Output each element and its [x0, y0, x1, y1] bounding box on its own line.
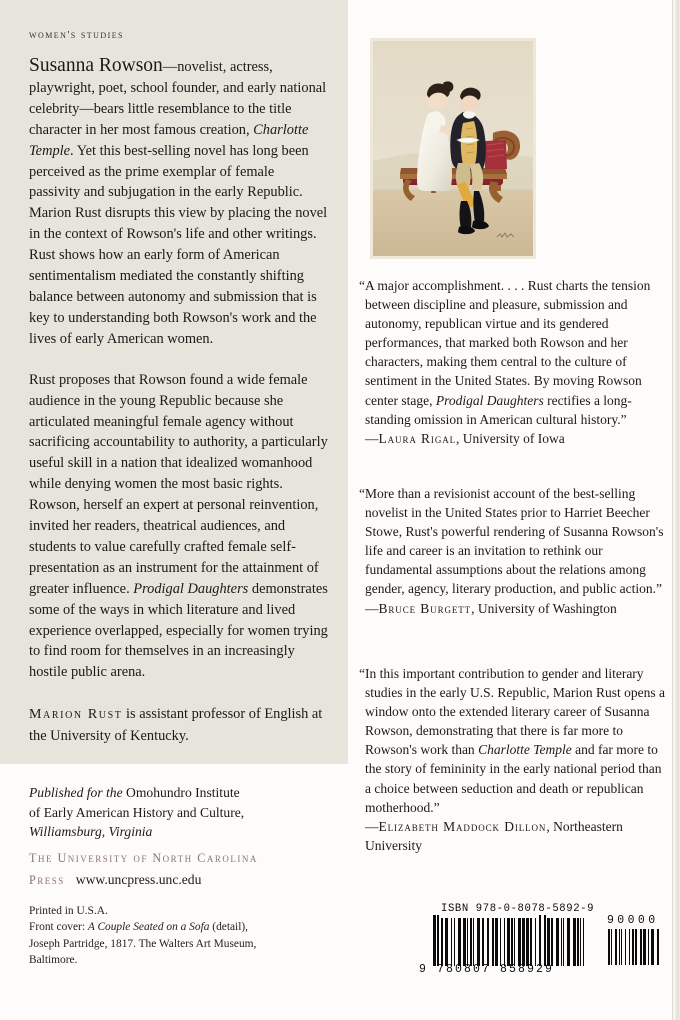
artist-credit-line: Joseph Partridge, 1817. The Walters Art Museum, [29, 937, 257, 950]
page-edge-line [672, 0, 673, 1020]
press-website-url[interactable]: www.uncpress.unc.edu [75, 871, 202, 887]
author-name: Marion Rust [29, 707, 123, 723]
ean5-addon-digits: 90000 [607, 914, 659, 927]
blurb-1-dash: — [365, 430, 379, 446]
publisher-block [29, 783, 339, 890]
description-text-4: demonstrates some of the ways in which literature and lived experience overlapped, especially for women trying to find room for themselves in an increasingly hostile public arena. [29, 580, 328, 681]
press-url-row [29, 870, 339, 890]
isbn-number-text: ISBN 978-0-8078-5892-9 [441, 903, 595, 915]
ean5-addon-barcode [608, 929, 660, 965]
front-cover-detail: (detail), [209, 921, 249, 934]
book-subject-name: Susanna Rowson [29, 55, 163, 76]
referenced-title-charlotte-temple: Charlotte Temple [29, 121, 309, 159]
couple-on-sofa-illustration [373, 41, 533, 256]
front-cover-label: Front cover: [29, 921, 88, 934]
blurb-1-attribution [365, 429, 667, 448]
blurb-3-dash: — [365, 818, 379, 834]
blurb-quote-1 [359, 276, 667, 448]
publisher-line-2: of Early American History and Culture, [29, 804, 245, 820]
blurb-3-italic-title: Charlotte Temple [478, 742, 572, 758]
author-bio-text: is assistant professor of English at the University of Kentucky. [29, 706, 323, 745]
blurb-3-text-b: and far more to the story of femininity in the early national period than a choice between seduction and death or republican motherhood.” [365, 742, 662, 815]
colophon-block [29, 903, 329, 968]
blurb-2-person: Bruce Burgett [378, 600, 472, 616]
cover-artwork-frame [370, 38, 536, 259]
cover-artwork-image [373, 41, 533, 256]
blurb-quote-3 [359, 664, 667, 855]
blurb-1-affiliation: , University of Iowa [456, 430, 565, 446]
author-bio-paragraph [29, 704, 329, 747]
ean13-digits [419, 963, 591, 976]
description-text-2: . Yet this best-selling novel has long been perceived as the prime exemplar of female passivity and subjugation in the early Republic. Marion Rust disrupts this view by placing the novel in the context of Rowson's life and other writings. Rust shows how an early form of American sentimentalism mediated the constantly shifting balance between autonomy and submission that is key to understanding both Rowson's work and the lives of early American women. [29, 142, 328, 347]
blurb-1-italic-title: Prodigal Daughters [435, 392, 544, 408]
publisher-line-1 [29, 783, 339, 803]
museum-city-line: Baltimore. [29, 953, 78, 966]
referenced-title-prodigal-daughters: Prodigal Daughters [133, 580, 249, 597]
institute-name: Omohundro Institute [122, 785, 240, 800]
isbn-barcode-area [411, 903, 659, 981]
ean-lead-digit: 9 [419, 963, 429, 976]
blurb-2-attribution [365, 599, 667, 618]
artwork-title: A Couple Seated on a Sofa [87, 921, 210, 934]
description-text-1: —novelist, actress, playwright, poet, school founder, and early national celebrity—bears little resemblance to the title character in her most famous creation, [29, 59, 327, 138]
blurb-2-text-a: More than a revisionist account of the best-selling novelist in the United States prior to Harriet Beecher Stowe, Rust's powerful rendering of Susanna Rowson's life and career is an invitation to rethink our fundamental assumptions about the relations among gender, agency, literary production, and public action.” [365, 486, 664, 597]
publisher-line-3: Williamsburg, Virginia [29, 824, 153, 839]
blurb-3-quote-open: “ [359, 666, 365, 681]
ean13-barcode [433, 918, 586, 966]
blurb-1-text-a: A major accomplishment. . . . Rust charts the tension between discipline and pleasure, submission and autonomy, republican virtue and its gendered performances, that marked both Rowson and her characters, making them central to the culture of sentiment in the United States. By moving Rowson center stage, [365, 278, 651, 408]
blurb-3-attribution [365, 817, 667, 855]
blurb-1-person: Laura Rigal [378, 430, 457, 446]
printed-in-line: Printed in U.S.A. [29, 905, 108, 917]
blurb-3-person: Elizabeth Maddock Dillon [378, 818, 547, 834]
published-for-label: Published for the [29, 785, 123, 800]
description-text-3: Rust proposes that Rowson found a wide female audience in the young Republic because she articulated meaningful female agency without sacrificing accountability to authority, a particularly useful skill in a nation that idealized womanhood while denying women the most basic rights. Rowson, herself an expert at personal reinvention, invited her readers, theatrical audiences, and students to value carefully crafted female self-presentation as an instrument for the attainment of greater influence. [29, 371, 328, 597]
blurb-3-text-a: In this important contribution to gender and literary studies in the early U.S. Republic, Marion Rust opens a window onto the extended literary career of Susanna Rowson, demonstrating that there is far more to Rowson's work than [365, 666, 665, 758]
description-paragraph-1 [29, 56, 329, 350]
description-paragraph-2 [29, 370, 329, 684]
blurb-1-text-b: rectifies a long-standing omission in American cultural history.” [365, 392, 632, 427]
left-column [29, 0, 329, 747]
press-word: Press [29, 872, 65, 887]
blurb-quote-2 [359, 484, 667, 618]
blurb-2-affiliation: , University of Washington [471, 600, 617, 616]
ean-body-digits: 780807 858929 [437, 963, 555, 976]
blurb-2-quote-open: “ [359, 486, 365, 501]
blurb-3-affiliation: , Northeastern University [365, 818, 623, 853]
press-name: The University of North Carolina [29, 850, 258, 865]
blurb-2-dash: — [365, 600, 379, 616]
blurb-1-quote-open: “ [359, 278, 365, 293]
subject-kicker: women's studies [29, 29, 124, 41]
front-cover-credit [29, 919, 329, 935]
